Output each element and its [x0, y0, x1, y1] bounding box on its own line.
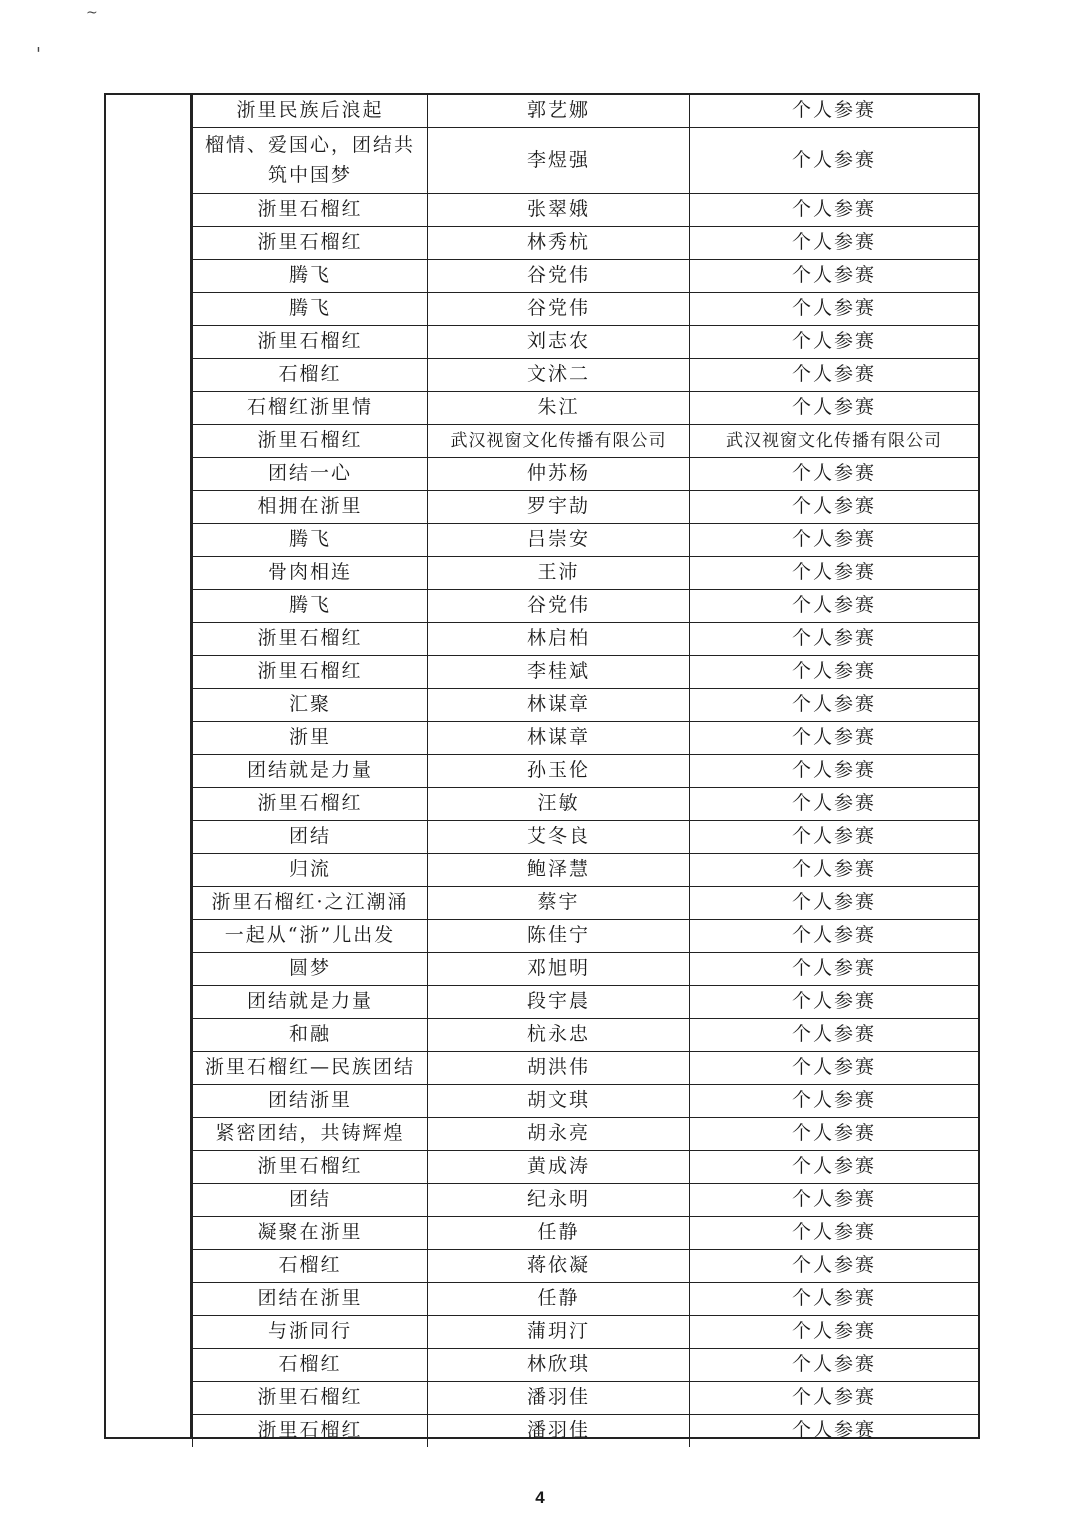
- author-cell: 胡文琪: [428, 1085, 690, 1118]
- work-title-cell: 榴情、爱国心，团结共筑中国梦: [193, 128, 428, 194]
- table-row: [193, 95, 979, 128]
- work-title-cell: 石榴红: [193, 1250, 428, 1283]
- table-row: [193, 524, 979, 557]
- author-cell: 林启柏: [428, 623, 690, 656]
- author-cell: 仲苏杨: [428, 458, 690, 491]
- author-cell: 陈佳宁: [428, 920, 690, 953]
- work-title-cell: 圆梦: [193, 953, 428, 986]
- table-row: [193, 1052, 979, 1085]
- entry-type-cell: 个人参赛: [690, 1415, 979, 1448]
- table-row: [193, 293, 979, 326]
- table-row: [193, 227, 979, 260]
- author-cell: 林谋章: [428, 722, 690, 755]
- author-cell: 潘羽佳: [428, 1382, 690, 1415]
- author-cell: 汪敏: [428, 788, 690, 821]
- author-cell: 艾冬良: [428, 821, 690, 854]
- author-cell: 李桂斌: [428, 656, 690, 689]
- table-row: [193, 1217, 979, 1250]
- table-row: [193, 458, 979, 491]
- author-cell: 吕崇安: [428, 524, 690, 557]
- work-title-cell: 团结在浙里: [193, 1283, 428, 1316]
- work-title-cell: 石榴红: [193, 359, 428, 392]
- table-row: [193, 788, 979, 821]
- entry-type-cell: 个人参赛: [690, 1250, 979, 1283]
- author-cell: 鲍泽慧: [428, 854, 690, 887]
- table-row: [193, 557, 979, 590]
- table-row: [193, 1382, 979, 1415]
- author-cell: 蒲玥汀: [428, 1316, 690, 1349]
- table-row: [193, 920, 979, 953]
- work-title-cell: 团结就是力量: [193, 755, 428, 788]
- work-title-cell: 归流: [193, 854, 428, 887]
- table-row: [193, 755, 979, 788]
- work-title-cell: 腾飞: [193, 293, 428, 326]
- page-number: 4: [535, 1488, 545, 1507]
- work-title-cell: 团结一心: [193, 458, 428, 491]
- work-title-cell: 浙里石榴红: [193, 1382, 428, 1415]
- table-row: [193, 1085, 979, 1118]
- author-cell: 谷党伟: [428, 260, 690, 293]
- table-row: [193, 1019, 979, 1052]
- work-title-cell: 与浙同行: [193, 1316, 428, 1349]
- author-cell: 林秀杭: [428, 227, 690, 260]
- table-row: [193, 1250, 979, 1283]
- entry-type-cell: 个人参赛: [690, 788, 979, 821]
- work-title-cell: 团结就是力量: [193, 986, 428, 1019]
- author-cell: 郭艺娜: [428, 95, 690, 128]
- author-cell: 林谋章: [428, 689, 690, 722]
- entry-type-cell: 个人参赛: [690, 227, 979, 260]
- work-title-cell: 浙里石榴红: [193, 656, 428, 689]
- entry-type-cell: 个人参赛: [690, 1019, 979, 1052]
- author-cell: 任静: [428, 1283, 690, 1316]
- entry-type-cell: 个人参赛: [690, 590, 979, 623]
- entry-type-cell: 个人参赛: [690, 194, 979, 227]
- work-title-cell: 相拥在浙里: [193, 491, 428, 524]
- entry-type-cell: 个人参赛: [690, 1184, 979, 1217]
- author-cell: 刘志农: [428, 326, 690, 359]
- entry-type-cell: 个人参赛: [690, 392, 979, 425]
- author-cell: 纪永明: [428, 1184, 690, 1217]
- author-cell: 张翠娥: [428, 194, 690, 227]
- table-row: [193, 1151, 979, 1184]
- author-cell: 文沭二: [428, 359, 690, 392]
- entry-type-cell: 个人参赛: [690, 854, 979, 887]
- table-row: [193, 128, 979, 194]
- author-cell: 杭永忠: [428, 1019, 690, 1052]
- work-title-cell: 浙里石榴红: [193, 623, 428, 656]
- author-cell: 谷党伟: [428, 293, 690, 326]
- work-title-cell: 腾飞: [193, 524, 428, 557]
- author-cell: 胡永亮: [428, 1118, 690, 1151]
- scan-mark-tilde: ~: [86, 5, 98, 21]
- author-cell: 武汉视窗文化传播有限公司: [428, 425, 690, 458]
- work-title-cell: 一起从“浙”儿出发: [193, 920, 428, 953]
- table-row: [193, 1184, 979, 1217]
- table-row: [193, 1283, 979, 1316]
- table-row: [193, 656, 979, 689]
- entry-type-cell: 个人参赛: [690, 458, 979, 491]
- work-title-cell: 和融: [193, 1019, 428, 1052]
- entry-type-cell: 个人参赛: [690, 689, 979, 722]
- entries-table-frame: [104, 93, 980, 1442]
- work-title-cell: 浙里石榴红: [193, 1415, 428, 1448]
- author-cell: 王沛: [428, 557, 690, 590]
- work-title-cell: 石榴红浙里情: [193, 392, 428, 425]
- entry-type-cell: 个人参赛: [690, 755, 979, 788]
- work-title-cell: 浙里石榴红·之江潮涌: [193, 887, 428, 920]
- table-row: [193, 623, 979, 656]
- entry-type-cell: 个人参赛: [690, 1283, 979, 1316]
- author-cell: 李煜强: [428, 128, 690, 194]
- table-row: [193, 1349, 979, 1382]
- work-title-cell: 凝聚在浙里: [193, 1217, 428, 1250]
- entry-type-cell: 个人参赛: [690, 887, 979, 920]
- entry-type-cell: 个人参赛: [690, 524, 979, 557]
- work-title-cell: 团结: [193, 1184, 428, 1217]
- table-row: [193, 326, 979, 359]
- entry-type-cell: 个人参赛: [690, 128, 979, 194]
- work-title-cell: 浙里: [193, 722, 428, 755]
- entry-type-cell: 个人参赛: [690, 293, 979, 326]
- category-column: [106, 95, 192, 1437]
- entry-type-cell: 个人参赛: [690, 920, 979, 953]
- author-cell: 蒋依凝: [428, 1250, 690, 1283]
- author-cell: 胡洪伟: [428, 1052, 690, 1085]
- entry-type-cell: 个人参赛: [690, 260, 979, 293]
- table-row: [193, 887, 979, 920]
- entry-type-cell: 个人参赛: [690, 1052, 979, 1085]
- entry-type-cell: 个人参赛: [690, 491, 979, 524]
- entries-table: [192, 95, 978, 1447]
- entry-type-cell: 个人参赛: [690, 623, 979, 656]
- work-title-cell: 浙里石榴红: [193, 326, 428, 359]
- entry-type-cell: 个人参赛: [690, 326, 979, 359]
- table-row: [193, 1316, 979, 1349]
- table-row: [193, 821, 979, 854]
- work-title-cell: 浙里石榴红: [193, 425, 428, 458]
- work-title-cell: 浙里石榴红: [193, 1151, 428, 1184]
- author-cell: 黄成涛: [428, 1151, 690, 1184]
- entry-type-cell: 个人参赛: [690, 953, 979, 986]
- entry-type-cell: 个人参赛: [690, 986, 979, 1019]
- table-row: [193, 689, 979, 722]
- entry-type-cell: 个人参赛: [690, 821, 979, 854]
- entry-type-cell: 个人参赛: [690, 95, 979, 128]
- entry-type-cell: 个人参赛: [690, 1382, 979, 1415]
- author-cell: 孙玉伦: [428, 755, 690, 788]
- table-row: [193, 986, 979, 1019]
- entry-type-cell: 个人参赛: [690, 1316, 979, 1349]
- table-row: [193, 392, 979, 425]
- table-row: [193, 491, 979, 524]
- work-title-cell: 团结: [193, 821, 428, 854]
- author-cell: 林欣琪: [428, 1349, 690, 1382]
- author-cell: 罗宇劼: [428, 491, 690, 524]
- entry-type-cell: 个人参赛: [690, 1085, 979, 1118]
- author-cell: 蔡宇: [428, 887, 690, 920]
- scan-mark-apostrophe: ': [36, 44, 41, 65]
- table-row: [193, 590, 979, 623]
- work-title-cell: 浙里石榴红—民族团结: [193, 1052, 428, 1085]
- table-row: [193, 854, 979, 887]
- work-title-cell: 腾飞: [193, 260, 428, 293]
- table-row: [193, 260, 979, 293]
- entry-type-cell: 个人参赛: [690, 1118, 979, 1151]
- author-cell: 谷党伟: [428, 590, 690, 623]
- author-cell: 朱江: [428, 392, 690, 425]
- author-cell: 段宇晨: [428, 986, 690, 1019]
- table-row: [193, 359, 979, 392]
- table-row: [193, 953, 979, 986]
- entry-type-cell: 个人参赛: [690, 1349, 979, 1382]
- author-cell: 潘羽佳: [428, 1415, 690, 1448]
- work-title-cell: 紧密团结，共铸辉煌: [193, 1118, 428, 1151]
- table-row: [193, 1118, 979, 1151]
- table-row: [193, 194, 979, 227]
- table-row: [193, 722, 979, 755]
- entry-type-cell: 个人参赛: [690, 656, 979, 689]
- author-cell: 任静: [428, 1217, 690, 1250]
- work-title-cell: 浙里民族后浪起: [193, 95, 428, 128]
- entry-type-cell: 个人参赛: [690, 557, 979, 590]
- work-title-cell: 骨肉相连: [193, 557, 428, 590]
- work-title-cell: 石榴红: [193, 1349, 428, 1382]
- entry-type-cell: 个人参赛: [690, 1151, 979, 1184]
- entry-type-cell: 个人参赛: [690, 1217, 979, 1250]
- work-title-cell: 团结浙里: [193, 1085, 428, 1118]
- table-row: [193, 1415, 979, 1448]
- work-title-cell: 汇聚: [193, 689, 428, 722]
- work-title-cell: 浙里石榴红: [193, 194, 428, 227]
- entries-table-body: [193, 95, 979, 1447]
- work-title-cell: 浙里石榴红: [193, 227, 428, 260]
- table-row: [193, 425, 979, 458]
- entry-type-cell: 个人参赛: [690, 722, 979, 755]
- entry-type-cell: 个人参赛: [690, 359, 979, 392]
- entry-type-cell: 武汉视窗文化传播有限公司: [690, 425, 979, 458]
- work-title-cell: 腾飞: [193, 590, 428, 623]
- author-cell: 邓旭明: [428, 953, 690, 986]
- work-title-cell: 浙里石榴红: [193, 788, 428, 821]
